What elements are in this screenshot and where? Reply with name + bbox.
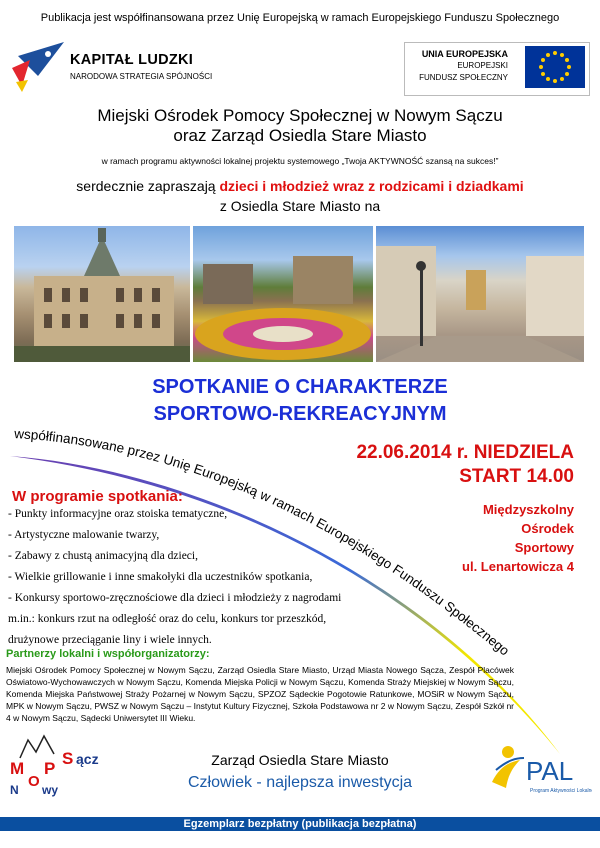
- list-item: - Konkursy sportowo-zręcznościowe dla dzieci i młodzieży z nagrodami: [8, 592, 342, 604]
- list-item: - Punkty informacyjne oraz stoiska tematyczne,: [8, 508, 228, 520]
- svg-text:P: P: [44, 759, 56, 778]
- svg-text:M: M: [10, 759, 25, 778]
- kapital-ludzki-subtitle: NARODOWA STRATEGIA SPÓJNOŚCI: [70, 72, 213, 81]
- venue-line: Międzyszkolny: [482, 502, 574, 517]
- town-hall-photo: [14, 226, 190, 362]
- motto: Człowiek - najlepsza inwestycja: [187, 774, 413, 791]
- venue-line: ul. Lenartowicza 4: [462, 559, 574, 574]
- event-title-line2: SPORTOWO-REKREACYJNYM: [153, 403, 447, 425]
- program-heading: W programie spotkania:: [12, 488, 183, 505]
- list-item: drużynowe przeciąganie liny i wiele innych.: [8, 634, 212, 646]
- invite-line2: z Osiedla Stare Miasto na: [219, 198, 381, 214]
- pedestrian-street-photo: [376, 226, 584, 362]
- event-date: 22.06.2014 r. NIEDZIELA: [356, 442, 574, 463]
- svg-text:O: O: [28, 773, 40, 790]
- svg-text:S: S: [62, 749, 74, 768]
- partners-text: Miejski Ośrodek Pomocy Społecznej w Nowym Sączu, Zarząd Osiedla Stare Miasto, Urząd Miasta Nowego Sącza, Zespół Placówek Oświatowo-Wychowawczych w Nowym Sączu, Komenda Miejska Policji w Nowym Sączu, Komenda Straży Miejskiej w Nowym Sączu, Komenda Miejska Państwowej Straży Pożarnej w Nowym Sączu, SPZOZ Sądeckie Pogotowie Ratunkowe, MOSiR w Nowym Sączu, MPK w Nowym Sączu, PWSZ w Nowym Sączu – Instytut Kultury Fizycznej, Szkoła Podstawowa nr 2 w Nowym Sączu, Zespół Szkół nr 4 w Nowym Sączu, Sądecki Uniwersytet III Wieku.: [6, 665, 514, 723]
- list-item: - Zabawy z chustą animacyjną dla dzieci,: [8, 550, 198, 562]
- organizer-line1: Miejski Ośrodek Pomocy Społecznej w Nowym Sączu: [97, 106, 503, 125]
- svg-text:N: N: [10, 783, 19, 797]
- funding-note: Publikacja jest współfinansowana przez Unię Europejską w ramach Europejskiego Funduszu Społecznego: [40, 12, 560, 24]
- eu-title: UNIA EUROPEJSKA: [421, 49, 508, 59]
- list-item: m.in.: konkurs rzut na odległość oraz do celu, konkurs tor przeszkód,: [8, 613, 327, 625]
- kapital-ludzki-title: KAPITAŁ LUDZKI: [70, 52, 194, 68]
- eu-flag-icon: [525, 46, 585, 88]
- svg-text:PAL: PAL: [526, 756, 574, 786]
- svg-text:ącz: ącz: [76, 751, 99, 767]
- footer-banner: Egzemplarz bezpłatny (publikacja bezpłatna): [0, 817, 600, 831]
- partners-heading: Partnerzy lokalni i współorganizatorzy:: [6, 648, 210, 660]
- organizer-line2: oraz Zarząd Osiedla Stare Miasto: [173, 126, 427, 145]
- eu-line2: FUNDUSZ SPOŁECZNY: [419, 73, 508, 82]
- program-list: [8, 504, 388, 651]
- svg-text:Program Aktywności Lokalnej: Program Aktywności Lokalnej: [530, 788, 592, 794]
- pal-logo-icon: [486, 730, 592, 802]
- venue-line: Sportowy: [514, 540, 574, 555]
- pal-logo: [486, 730, 592, 802]
- event-title: [0, 374, 600, 428]
- kapital-ludzki-emblem-icon: [8, 36, 70, 96]
- castle-flowers-photo: [193, 226, 373, 362]
- swoosh-text: współfinansowane przez Unię Europejską w ramach Europejskiego Funduszu Społecznego: [13, 430, 513, 659]
- svg-text:wy: wy: [42, 783, 59, 797]
- eu-logo-text: [410, 48, 508, 84]
- program-note: w ramach programu aktywności lokalnej projektu systemowego „Twoja AKTYWNOŚĆ szansą na sukces!”: [101, 156, 499, 166]
- list-item: - Artystyczne malowanie twarzy,: [8, 529, 160, 541]
- venue-line: Ośrodek: [521, 521, 574, 536]
- event-venue: [420, 500, 574, 576]
- invite-line1: [0, 178, 600, 194]
- event-start: START 14.00: [459, 466, 574, 487]
- event-title-line1: SPOTKANIE O CHARAKTERZE: [152, 376, 448, 398]
- invite-intro: serdecznie zapraszają: [76, 178, 220, 194]
- invite-highlight: dzieci i młodzież wraz z rodzicami i dziadkami: [219, 178, 524, 194]
- list-item: - Wielkie grillowanie i inne smakołyki dla uczestników spotkania,: [8, 571, 313, 583]
- zarzad-footer: Zarząd Osiedla Stare Miasto: [211, 752, 389, 768]
- eu-line1: EUROPEJSKI: [457, 61, 508, 70]
